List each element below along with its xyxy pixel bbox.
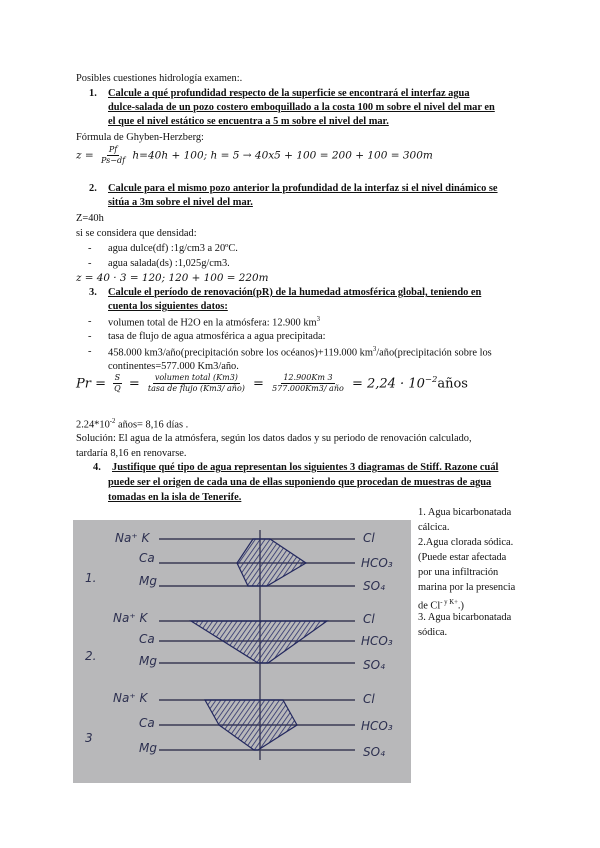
q3-bullet3 bbox=[108, 346, 492, 358]
answer-line: por una infiltración bbox=[418, 567, 499, 578]
q2-result: z = 40 · 3 = 120; 120 + 100 = 220m bbox=[76, 272, 269, 284]
answer-line: (Puede estar afectada bbox=[418, 552, 507, 563]
diagram-label-ca-3: Ca bbox=[139, 716, 155, 730]
q4-line3: tomadas en la isla de Tenerife. bbox=[108, 492, 242, 503]
formula-z: z = bbox=[76, 149, 94, 162]
q4-line1: Justifique qué tipo de agua representan los siguientes 3 diagramas de Stiff. Razone cuál bbox=[112, 462, 499, 473]
diagram-label-mg-2: Mg bbox=[139, 654, 157, 668]
q1-formula bbox=[76, 146, 433, 165]
diagram-label-mg-3: Mg bbox=[139, 741, 157, 755]
frac-denominator: Ps−df bbox=[101, 156, 126, 165]
frac-q: Q bbox=[114, 384, 121, 394]
bullet-dash: - bbox=[88, 316, 92, 327]
eq-sign: = bbox=[128, 376, 140, 392]
q3-b3-sup: 3 bbox=[372, 346, 377, 353]
diagram-number-1: 1. bbox=[85, 571, 97, 585]
diagram-label-cl-1: Cl bbox=[363, 531, 375, 545]
q3-bullet1 bbox=[108, 316, 320, 328]
q3-formula bbox=[76, 374, 468, 393]
formula-rest: h=40h + 100; h = 5 → 40x5 + 100 = 200 + 100 = 300m bbox=[132, 149, 433, 162]
diagram-label-na-k-2: Na⁺ K bbox=[113, 611, 148, 625]
q1-line1: Calcule a qué profundidad respecto de la superficie se encontrará el interfaz agua bbox=[108, 88, 470, 99]
q1-line2: dulce-salada de un pozo costero emboquillado a la costa 100 m sobre el nivel del mar en bbox=[108, 102, 495, 113]
ion-cl: de Cl bbox=[418, 600, 441, 612]
q3-number: 3. bbox=[89, 287, 97, 298]
frac-tf: tasa de flujo (Km3/ año) bbox=[147, 384, 245, 394]
ion-end: .) bbox=[457, 600, 464, 612]
frac-numerator: Pf bbox=[108, 145, 118, 154]
diagram-label-hco3-3: HCO₃ bbox=[361, 719, 393, 733]
q3-b1-sup: 3 bbox=[316, 316, 321, 323]
diagram-label-cl-2: Cl bbox=[363, 612, 375, 626]
q3-bullet2: tasa de flujo de agua atmosférica a agua precipitada: bbox=[108, 331, 326, 342]
q2-number: 2. bbox=[89, 183, 97, 194]
result-unit: años bbox=[437, 376, 468, 392]
diagram-label-mg-1: Mg bbox=[139, 574, 157, 588]
q3-bullet3-cont: continentes=577.000 Km3/año. bbox=[108, 361, 239, 372]
eq-sign: = bbox=[351, 376, 363, 392]
intro-line: Posibles cuestiones hidrología examen:. bbox=[76, 73, 243, 84]
answer-line: 1. Agua bicarbonatada bbox=[418, 507, 512, 518]
diagram-label-so4-1: SO₄ bbox=[363, 579, 385, 593]
q3-solution1: Solución: El agua de la atmósfera, según los datos dados y su periodo de renovación calculado, bbox=[76, 433, 472, 444]
ion-sup: - y K bbox=[440, 599, 455, 606]
q2-si: si se considera que densidad: bbox=[76, 228, 197, 239]
q3-line1: Calcule el período de renovación(pR) de la humedad atmosférica global, teniendo en bbox=[108, 287, 482, 298]
bullet-dash: - bbox=[88, 258, 92, 269]
diagram-number-2: 2. bbox=[85, 649, 97, 663]
q2-z40: Z=40h bbox=[76, 213, 104, 224]
diagram-label-hco3-2: HCO₃ bbox=[361, 634, 393, 648]
q3-b3-a: 458.000 km3/año(precipitación sobre los océanos)+119.000 km bbox=[108, 347, 373, 359]
answer-line: cálcica. bbox=[418, 522, 450, 533]
frac-s: S bbox=[114, 373, 121, 383]
q4-number: 4. bbox=[93, 462, 101, 473]
frac-d1: 577.000Km3/ año bbox=[272, 384, 344, 394]
diagram-label-na-k-1: Na⁺ K bbox=[115, 531, 150, 545]
bullet-dash: - bbox=[88, 346, 92, 357]
q4-line2: puede ser el origen de cada una de ellas suponiendo que procedan de muestras de agua bbox=[108, 477, 492, 488]
bullet-dash: - bbox=[88, 243, 92, 254]
answer-line: marina por la presencia bbox=[418, 582, 516, 593]
q2-line2: sitúa a 3m sobre el nivel del mar. bbox=[108, 197, 253, 208]
q3-line2: cuenta los siguientes datos: bbox=[108, 301, 228, 312]
q3-b1-text: volumen total de H2O en la atmósfera: 12.900 km bbox=[108, 317, 317, 329]
answer-line: 3. Agua bicarbonatada bbox=[418, 612, 512, 623]
formula-pr: Pr = bbox=[76, 376, 106, 392]
diagram-label-so4-3: SO₄ bbox=[363, 745, 385, 759]
diagram-label-ca-2: Ca bbox=[139, 632, 155, 646]
bullet-dash: - bbox=[88, 331, 92, 342]
q2-bullet2: agua salada(ds) :1,025g/cm3. bbox=[108, 258, 230, 269]
diagram-label-na-k-3: Na⁺ K bbox=[113, 691, 148, 705]
q1-formula-label: Fórmula de Ghyben-Herzberg: bbox=[76, 132, 204, 143]
frac-n1: 12.900Km 3 bbox=[283, 373, 333, 383]
diagram-label-ca-1: Ca bbox=[139, 551, 155, 565]
q3-solution2: tardaría 8,16 en renovarse. bbox=[76, 448, 187, 459]
q3-b3-b: /año(precipitación sobre los bbox=[376, 347, 492, 359]
diagram-label-so4-2: SO₄ bbox=[363, 658, 385, 672]
diagram-number-3: 3 bbox=[85, 731, 93, 745]
ion-plus: + bbox=[454, 599, 458, 606]
conv-rest: años= 8,16 días . bbox=[115, 419, 189, 431]
q2-line1: Calcule para el mismo pozo anterior la profundidad de la interfaz si el nivel dinámico se bbox=[108, 183, 498, 194]
answer-line: sódica. bbox=[418, 627, 448, 638]
result-exp: −2 bbox=[424, 374, 438, 384]
eq-sign: = bbox=[253, 376, 264, 392]
conv-base: 2.24*10 bbox=[76, 419, 110, 431]
conv-exp: -2 bbox=[109, 418, 116, 425]
diagram-label-cl-3: Cl bbox=[363, 692, 375, 706]
q3-conversion bbox=[76, 418, 188, 430]
frac-vt: volumen total (Km3) bbox=[154, 373, 238, 383]
q2-bullet1: agua dulce(df) :1g/cm3 a 20ºC. bbox=[108, 243, 238, 254]
q1-line3: el que el nivel estático se encuentra a 5 m sobre el nivel del mar. bbox=[108, 116, 389, 127]
diagram-label-hco3-1: HCO₃ bbox=[361, 556, 393, 570]
stiff-diagram-photo bbox=[73, 520, 411, 783]
q1-number: 1. bbox=[89, 88, 97, 99]
answer-line: 2.Agua clorada sódica. bbox=[418, 537, 514, 548]
result-value: 2,24 · 10 bbox=[366, 376, 425, 392]
